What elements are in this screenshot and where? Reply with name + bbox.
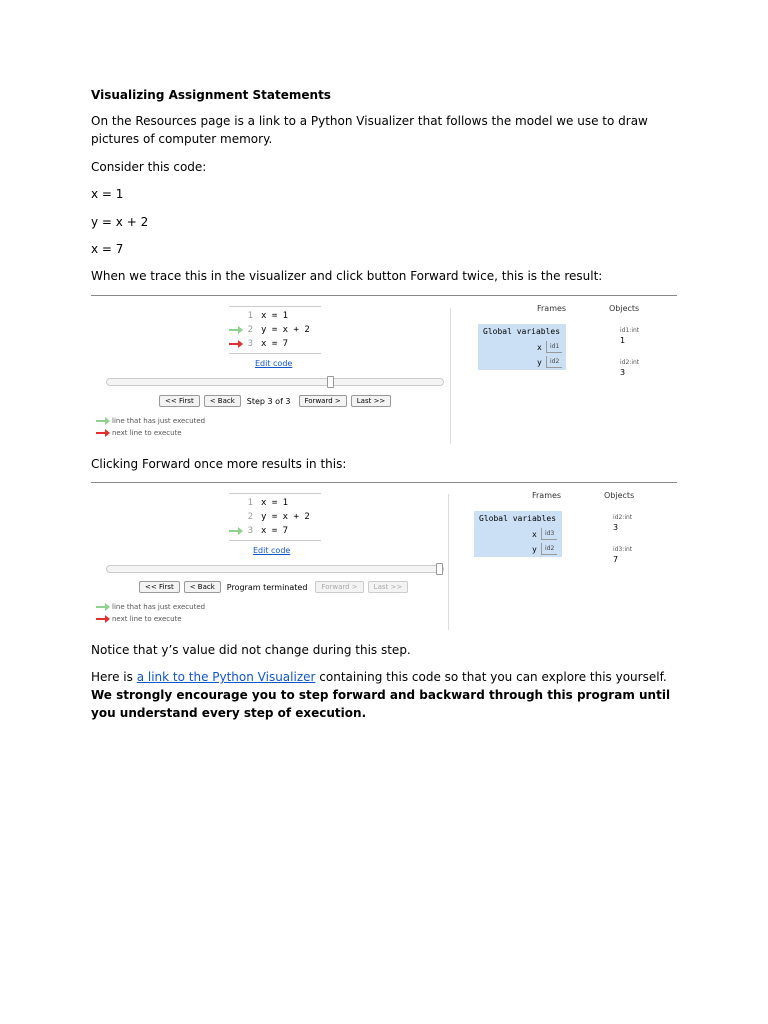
step-counter: Step 3 of 3	[246, 396, 291, 406]
line-number: 3	[247, 526, 253, 536]
edit-code-link[interactable]: Edit code	[253, 546, 291, 555]
slider-thumb[interactable]	[436, 563, 443, 575]
legend-next	[96, 427, 205, 439]
divider-2	[91, 482, 677, 483]
link-prefix: Here is	[91, 670, 137, 684]
frames-header: Frames	[537, 304, 567, 313]
var-ref-x: id1	[546, 341, 562, 353]
global-frame-title: Global variables	[479, 514, 557, 523]
line-number: 2	[247, 325, 253, 335]
line-code: y = x + 2	[261, 512, 310, 522]
visualizer-screenshot-2	[91, 486, 677, 631]
legend-next-label: next line to execute	[112, 429, 182, 437]
last-button[interactable]: Last >>	[351, 395, 392, 407]
line-code: x = 7	[261, 526, 289, 536]
step-slider[interactable]	[106, 378, 444, 386]
line-number: 3	[247, 339, 253, 349]
arrow-legend	[96, 601, 205, 625]
line-code: x = 1	[261, 311, 289, 321]
green-arrow-icon	[229, 530, 241, 532]
object-label: id2:int	[620, 359, 640, 366]
green-arrow-icon	[96, 420, 108, 422]
object-label: id2:int	[613, 514, 633, 521]
legend-executed	[96, 601, 205, 613]
code-listing	[229, 493, 321, 541]
back-button[interactable]: < Back	[184, 581, 221, 593]
link-paragraph	[91, 668, 677, 722]
navigation-buttons	[139, 581, 412, 593]
legend-next-label: next line to execute	[112, 615, 182, 623]
program-status: Program terminated	[226, 582, 308, 592]
panel-divider	[450, 308, 451, 444]
line-number: 1	[247, 498, 253, 508]
line-number: 2	[247, 512, 253, 522]
code-row	[229, 323, 321, 337]
code-line-1: x = 1	[91, 187, 124, 201]
object-value: 3	[620, 368, 626, 377]
panel-divider	[448, 494, 449, 630]
visualizer-screenshot-1	[91, 300, 677, 445]
divider-1	[91, 295, 677, 296]
line-code: y = x + 2	[261, 325, 310, 335]
global-frame	[478, 324, 566, 370]
object-value: 3	[613, 523, 619, 532]
line-code: x = 1	[261, 498, 289, 508]
consider-paragraph: Consider this code:	[91, 160, 207, 174]
python-visualizer-link[interactable]: a link to the Python Visualizer	[136, 670, 316, 684]
doc-heading: Visualizing Assignment Statements	[91, 88, 331, 102]
forward-button[interactable]: Forward >	[299, 395, 347, 407]
object-value: 7	[613, 555, 619, 564]
first-button[interactable]: << First	[159, 395, 200, 407]
line-number: 1	[247, 311, 253, 321]
red-arrow-icon	[96, 432, 108, 434]
var-name-y: y	[537, 358, 542, 367]
red-arrow-icon	[96, 618, 108, 620]
code-line-3: x = 7	[91, 242, 124, 256]
var-name-y: y	[532, 545, 537, 554]
legend-executed-label: line that has just executed	[112, 603, 206, 611]
last-button[interactable]: Last >>	[368, 581, 409, 593]
trace-paragraph: When we trace this in the visualizer and click button Forward twice, this is the result:	[91, 269, 603, 283]
forward-paragraph: Clicking Forward once more results in this:	[91, 457, 347, 471]
code-row	[229, 337, 321, 351]
object-label: id1:int	[620, 327, 640, 334]
legend-executed	[96, 415, 205, 427]
forward-button[interactable]: Forward >	[315, 581, 363, 593]
link-suffix: containing this code so that you can explore this yourself.	[315, 670, 667, 684]
red-arrow-icon	[229, 343, 241, 345]
var-name-x: x	[537, 343, 542, 352]
code-row	[229, 309, 321, 323]
first-button[interactable]: << First	[139, 581, 180, 593]
slider-thumb[interactable]	[327, 376, 334, 388]
object-value: 1	[620, 336, 626, 345]
frames-header: Frames	[532, 491, 562, 500]
code-line-2: y = x + 2	[91, 215, 149, 229]
objects-header: Objects	[604, 491, 635, 500]
intro-paragraph: On the Resources page is a link to a Python Visualizer that follows the model we use to draw pictures of computer memory.	[91, 114, 648, 146]
code-row	[229, 496, 321, 510]
green-arrow-icon	[96, 606, 108, 608]
edit-code-link[interactable]: Edit code	[255, 359, 293, 368]
var-name-x: x	[532, 530, 537, 539]
global-frame	[474, 511, 562, 557]
code-listing	[229, 306, 321, 354]
arrow-legend	[96, 415, 205, 439]
code-row	[229, 510, 321, 524]
step-slider[interactable]	[106, 565, 444, 573]
back-button[interactable]: < Back	[204, 395, 241, 407]
objects-header: Objects	[609, 304, 640, 313]
navigation-buttons	[159, 395, 395, 407]
legend-executed-label: line that has just executed	[112, 417, 206, 425]
var-ref-x: id3	[541, 528, 557, 540]
object-label: id3:int	[613, 546, 633, 553]
global-frame-title: Global variables	[483, 327, 561, 336]
var-ref-y: id2	[541, 543, 557, 555]
encourage-text: We strongly encourage you to step forward and backward through this program until you understand every step of execution.	[91, 688, 671, 720]
code-row	[229, 524, 321, 538]
line-code: x = 7	[261, 339, 289, 349]
notice-paragraph: Notice that y’s value did not change during this step.	[91, 643, 411, 657]
green-arrow-icon	[229, 329, 241, 331]
legend-next	[96, 613, 205, 625]
var-ref-y: id2	[546, 356, 562, 368]
